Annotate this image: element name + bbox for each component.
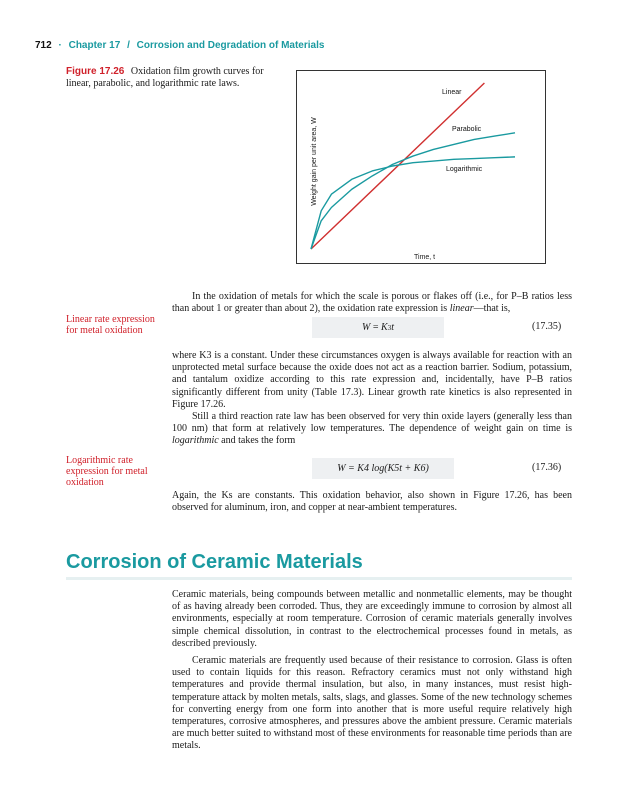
figure-caption-text: Oxidation film growth curves for linear, parabolic, and logarithmic rate laws.	[66, 66, 264, 89]
chapter-label: Chapter 17	[68, 40, 121, 51]
running-header	[35, 40, 324, 51]
figure-caption	[66, 66, 286, 90]
oxidation-chart	[296, 70, 546, 264]
paragraph-linear-intro: In the oxidation of metals for which the scale is porous or flakes off (i.e., for P–B ratios less than about 1 or greater than about 2), the oxidation rate expression is linear—that is,	[172, 291, 572, 315]
equation-number-17-36: (17.36)	[532, 462, 562, 473]
equation-number-17-35: (17.35)	[532, 321, 562, 332]
margin-note-linear: Linear rate expression for metal oxidation	[66, 314, 155, 336]
paragraph-ceramic-1: Ceramic materials, being compounds between metallic and nonmetallic elements, may be thought of as having already been corroded. Thus, they are exceedingly immune to corrosion by almost all environments, especially at room temperature. Corrosion of ceramic materials generally involves simple chemical dissolution, in contrast to the electrochemical processes found in metals, as described previously.	[172, 589, 572, 649]
series-line-logarithmic	[311, 157, 515, 249]
section-title: Corrosion of Ceramic Materials	[66, 551, 363, 573]
chapter-title: Corrosion and Degradation of Materials	[136, 40, 325, 51]
equation-17-35: W = K 3 t	[312, 317, 444, 338]
series-line-parabolic	[311, 133, 515, 249]
chart-x-axis-label: Time, t	[414, 254, 436, 261]
equation-17-36: W = K4 log(K5t + K6)	[312, 458, 454, 479]
header-slash: /	[127, 40, 130, 51]
legend-parabolic: Parabolic	[452, 126, 482, 133]
page-number: 712	[35, 40, 52, 51]
chart-plot-area	[297, 71, 545, 263]
legend-logarithmic: Logarithmic	[446, 166, 483, 173]
paragraph-ceramic-2: Ceramic materials are frequently used because of their resistance to corrosion. Glass is often used to contain liquids for this reason. Refractory ceramics must not only withstand high temperatures and provide thermal insulation, but also, in many instances, must resist high-temperature attack by molten metals, salts, slags, and glasses. Some of the new technology schemes for converting energy from one form into another that is more useful require relatively high temperatures, corrosive atmospheres, and pressures above the ambient pressure. Ceramic materials are much better suited to withstand most of these environments for reasonable time periods than are metals.	[172, 655, 572, 752]
paragraph-log-intro: Still a third reaction rate law has been observed for very thin oxide layers (generally less than 100 nm) that form at relatively low temperatures. The dependence of weight gain on time is logarithmic and takes the form	[172, 411, 572, 447]
paragraph-linear-details: where K3 is a constant. Under these circumstances oxygen is always available for reaction with an unprotected metal surface because the oxide does not act as a reaction barrier. Sodium, potassium, and tantalum oxidize according to this rate expression and, incidentally, have P–B ratios significantly different from unity (Table 17.3). Linear growth rate kinetics is also represented in Figure 17.26.	[172, 350, 572, 410]
figure-label: Figure 17.26	[66, 66, 125, 77]
section-rule	[66, 577, 572, 580]
paragraph-log-details: Again, the Ks are constants. This oxidation behavior, also shown in Figure 17.26, has been observed for aluminum, iron, and copper at near-ambient temperatures.	[172, 490, 572, 514]
header-separator: ·	[58, 40, 62, 51]
legend-linear: Linear	[442, 89, 462, 96]
chart-y-axis-label: Weight gain per unit area, W	[310, 117, 318, 206]
margin-note-logarithmic: Logarithmic rate expression for metal oxidation	[66, 455, 148, 488]
